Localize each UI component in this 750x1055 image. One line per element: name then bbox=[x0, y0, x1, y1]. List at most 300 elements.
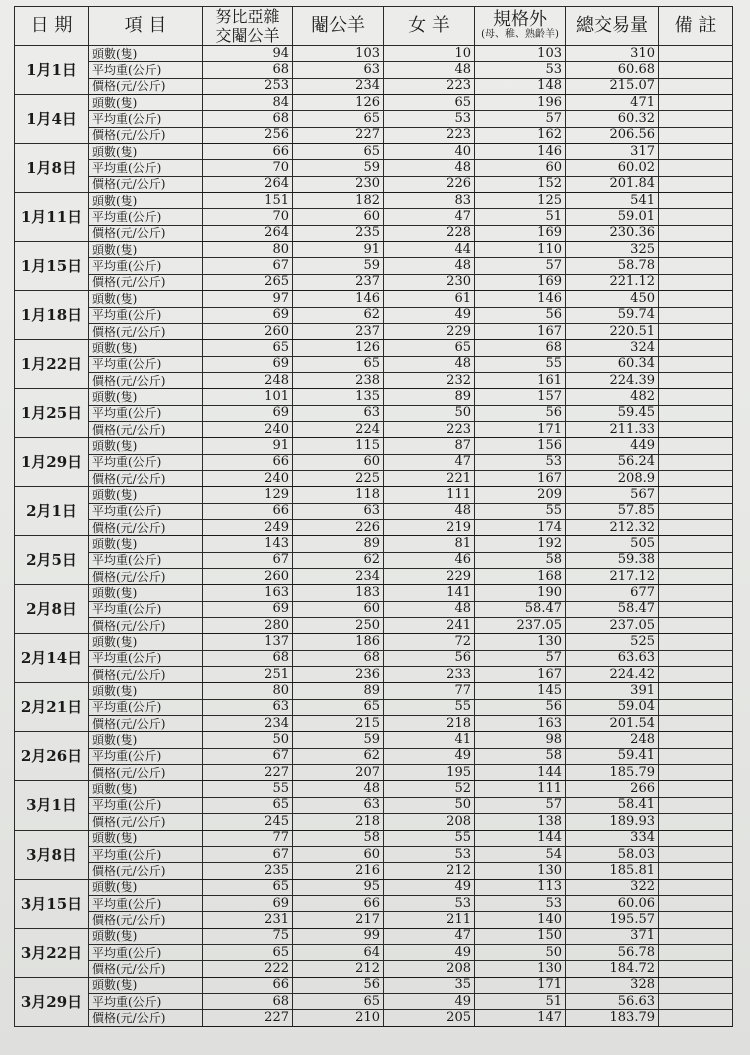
value-cell: 50 bbox=[384, 405, 475, 421]
value-cell: 148 bbox=[475, 78, 566, 94]
value-cell: 130 bbox=[475, 961, 566, 977]
value-cell: 80 bbox=[203, 683, 293, 699]
value-cell: 146 bbox=[475, 144, 566, 160]
value-cell: 49 bbox=[384, 879, 475, 895]
value-cell: 205 bbox=[384, 1010, 475, 1026]
value-cell: 391 bbox=[566, 683, 659, 699]
value-cell: 65 bbox=[203, 797, 293, 813]
remarks-cell bbox=[659, 193, 733, 209]
value-cell: 53 bbox=[384, 895, 475, 911]
value-cell: 53 bbox=[475, 895, 566, 911]
remarks-cell bbox=[659, 650, 733, 666]
value-cell: 58 bbox=[293, 830, 384, 846]
value-cell: 171 bbox=[475, 421, 566, 437]
table-row bbox=[15, 765, 733, 781]
value-cell: 227 bbox=[203, 1010, 293, 1026]
value-cell: 169 bbox=[475, 225, 566, 241]
value-cell: 234 bbox=[293, 569, 384, 585]
value-cell: 222 bbox=[203, 961, 293, 977]
value-cell: 58.78 bbox=[566, 258, 659, 274]
value-cell: 61 bbox=[384, 291, 475, 307]
value-cell: 59 bbox=[293, 160, 384, 176]
value-cell: 50 bbox=[384, 797, 475, 813]
value-cell: 482 bbox=[566, 389, 659, 405]
value-cell: 68 bbox=[203, 111, 293, 127]
value-cell: 219 bbox=[384, 519, 475, 535]
date-cell: 3月1日 bbox=[15, 781, 89, 830]
value-cell: 227 bbox=[293, 127, 384, 143]
value-cell: 51 bbox=[475, 209, 566, 225]
value-cell: 167 bbox=[475, 667, 566, 683]
value-cell: 249 bbox=[203, 519, 293, 535]
remarks-cell bbox=[659, 732, 733, 748]
item-label: 價格(元/公斤) bbox=[89, 225, 203, 241]
value-cell: 10 bbox=[384, 46, 475, 62]
value-cell: 126 bbox=[293, 340, 384, 356]
remarks-cell bbox=[659, 46, 733, 62]
table-row bbox=[15, 307, 733, 323]
remarks-cell bbox=[659, 634, 733, 650]
value-cell: 48 bbox=[384, 503, 475, 519]
value-cell: 221.12 bbox=[566, 274, 659, 290]
value-cell: 58.41 bbox=[566, 797, 659, 813]
value-cell: 59 bbox=[293, 732, 384, 748]
value-cell: 67 bbox=[203, 552, 293, 568]
date-cell: 1月25日 bbox=[15, 389, 89, 438]
value-cell: 240 bbox=[203, 470, 293, 486]
item-label: 平均重(公斤) bbox=[89, 405, 203, 421]
item-label: 平均重(公斤) bbox=[89, 601, 203, 617]
item-label: 頭數(隻) bbox=[89, 438, 203, 454]
item-label: 平均重(公斤) bbox=[89, 454, 203, 470]
value-cell: 240 bbox=[203, 421, 293, 437]
value-cell: 63 bbox=[203, 699, 293, 715]
item-label: 頭數(隻) bbox=[89, 879, 203, 895]
col-header-castrated: 閹公羊 bbox=[293, 7, 384, 46]
value-cell: 95 bbox=[293, 879, 384, 895]
value-cell: 70 bbox=[203, 160, 293, 176]
value-cell: 52 bbox=[384, 781, 475, 797]
item-label: 頭數(隻) bbox=[89, 144, 203, 160]
value-cell: 241 bbox=[384, 618, 475, 634]
value-cell: 35 bbox=[384, 977, 475, 993]
value-cell: 144 bbox=[475, 765, 566, 781]
value-cell: 56.63 bbox=[566, 993, 659, 1009]
value-cell: 77 bbox=[384, 683, 475, 699]
value-cell: 111 bbox=[384, 487, 475, 503]
goat-trading-table bbox=[14, 6, 733, 1027]
value-cell: 53 bbox=[475, 454, 566, 470]
value-cell: 245 bbox=[203, 814, 293, 830]
item-label: 平均重(公斤) bbox=[89, 503, 203, 519]
table-row bbox=[15, 470, 733, 486]
item-label: 頭數(隻) bbox=[89, 781, 203, 797]
value-cell: 264 bbox=[203, 176, 293, 192]
value-cell: 221 bbox=[384, 470, 475, 486]
value-cell: 69 bbox=[203, 895, 293, 911]
value-cell: 186 bbox=[293, 634, 384, 650]
value-cell: 229 bbox=[384, 569, 475, 585]
remarks-cell bbox=[659, 519, 733, 535]
date-cell: 2月21日 bbox=[15, 683, 89, 732]
value-cell: 103 bbox=[475, 46, 566, 62]
value-cell: 174 bbox=[475, 519, 566, 535]
value-cell: 41 bbox=[384, 732, 475, 748]
value-cell: 234 bbox=[203, 716, 293, 732]
value-cell: 230 bbox=[293, 176, 384, 192]
value-cell: 163 bbox=[475, 716, 566, 732]
value-cell: 212.32 bbox=[566, 519, 659, 535]
remarks-cell bbox=[659, 699, 733, 715]
item-label: 頭數(隻) bbox=[89, 193, 203, 209]
table-row bbox=[15, 46, 733, 62]
value-cell: 217.12 bbox=[566, 569, 659, 585]
remarks-cell bbox=[659, 928, 733, 944]
value-cell: 60 bbox=[293, 846, 384, 862]
item-label: 平均重(公斤) bbox=[89, 209, 203, 225]
value-cell: 215 bbox=[293, 716, 384, 732]
value-cell: 62 bbox=[293, 748, 384, 764]
item-label: 平均重(公斤) bbox=[89, 111, 203, 127]
value-cell: 44 bbox=[384, 242, 475, 258]
item-label: 平均重(公斤) bbox=[89, 846, 203, 862]
date-cell: 3月22日 bbox=[15, 928, 89, 977]
value-cell: 47 bbox=[384, 928, 475, 944]
table-row bbox=[15, 503, 733, 519]
value-cell: 150 bbox=[475, 928, 566, 944]
item-label: 頭數(隻) bbox=[89, 634, 203, 650]
value-cell: 208 bbox=[384, 961, 475, 977]
table-row bbox=[15, 895, 733, 911]
value-cell: 229 bbox=[384, 323, 475, 339]
remarks-cell bbox=[659, 683, 733, 699]
table-row bbox=[15, 716, 733, 732]
value-cell: 677 bbox=[566, 585, 659, 601]
value-cell: 224.39 bbox=[566, 372, 659, 388]
value-cell: 68 bbox=[293, 650, 384, 666]
item-label: 價格(元/公斤) bbox=[89, 176, 203, 192]
value-cell: 211 bbox=[384, 912, 475, 928]
value-cell: 65 bbox=[203, 340, 293, 356]
remarks-cell bbox=[659, 111, 733, 127]
value-cell: 69 bbox=[203, 601, 293, 617]
remarks-cell bbox=[659, 830, 733, 846]
table-row bbox=[15, 225, 733, 241]
value-cell: 65 bbox=[293, 111, 384, 127]
item-label: 平均重(公斤) bbox=[89, 748, 203, 764]
value-cell: 62 bbox=[293, 552, 384, 568]
remarks-cell bbox=[659, 160, 733, 176]
value-cell: 256 bbox=[203, 127, 293, 143]
table-row bbox=[15, 667, 733, 683]
col-header-item: 項 目 bbox=[89, 7, 203, 46]
value-cell: 280 bbox=[203, 618, 293, 634]
table-row bbox=[15, 176, 733, 192]
value-cell: 47 bbox=[384, 209, 475, 225]
value-cell: 211.33 bbox=[566, 421, 659, 437]
value-cell: 228 bbox=[384, 225, 475, 241]
value-cell: 449 bbox=[566, 438, 659, 454]
value-cell: 63 bbox=[293, 405, 384, 421]
table-row bbox=[15, 944, 733, 960]
remarks-cell bbox=[659, 993, 733, 1009]
remarks-cell bbox=[659, 274, 733, 290]
value-cell: 130 bbox=[475, 863, 566, 879]
remarks-cell bbox=[659, 323, 733, 339]
value-cell: 49 bbox=[384, 748, 475, 764]
value-cell: 69 bbox=[203, 307, 293, 323]
table-row bbox=[15, 1010, 733, 1026]
table-row bbox=[15, 258, 733, 274]
value-cell: 195 bbox=[384, 765, 475, 781]
nubian-line1: 努比亞雜 bbox=[215, 7, 280, 26]
value-cell: 310 bbox=[566, 46, 659, 62]
value-cell: 57.85 bbox=[566, 503, 659, 519]
date-cell: 2月26日 bbox=[15, 732, 89, 781]
table-row bbox=[15, 95, 733, 111]
remarks-cell bbox=[659, 977, 733, 993]
item-label: 平均重(公斤) bbox=[89, 62, 203, 78]
value-cell: 260 bbox=[203, 569, 293, 585]
table-row bbox=[15, 372, 733, 388]
value-cell: 152 bbox=[475, 176, 566, 192]
item-label: 平均重(公斤) bbox=[89, 797, 203, 813]
value-cell: 60 bbox=[293, 601, 384, 617]
value-cell: 157 bbox=[475, 389, 566, 405]
value-cell: 69 bbox=[203, 356, 293, 372]
value-cell: 68 bbox=[475, 340, 566, 356]
item-label: 平均重(公斤) bbox=[89, 160, 203, 176]
value-cell: 56.78 bbox=[566, 944, 659, 960]
remarks-cell bbox=[659, 552, 733, 568]
value-cell: 251 bbox=[203, 667, 293, 683]
value-cell: 58.03 bbox=[566, 846, 659, 862]
remarks-cell bbox=[659, 503, 733, 519]
table-row bbox=[15, 585, 733, 601]
remarks-cell bbox=[659, 356, 733, 372]
item-label: 價格(元/公斤) bbox=[89, 912, 203, 928]
value-cell: 54 bbox=[475, 846, 566, 862]
value-cell: 226 bbox=[384, 176, 475, 192]
value-cell: 59.04 bbox=[566, 699, 659, 715]
value-cell: 47 bbox=[384, 454, 475, 470]
table-row bbox=[15, 569, 733, 585]
table-row bbox=[15, 634, 733, 650]
value-cell: 56.24 bbox=[566, 454, 659, 470]
value-cell: 46 bbox=[384, 552, 475, 568]
col-header-remarks: 備 註 bbox=[659, 7, 733, 46]
value-cell: 56 bbox=[293, 977, 384, 993]
table-row bbox=[15, 814, 733, 830]
remarks-cell bbox=[659, 569, 733, 585]
remarks-cell bbox=[659, 846, 733, 862]
value-cell: 185.81 bbox=[566, 863, 659, 879]
remarks-cell bbox=[659, 225, 733, 241]
offgrade-title: 規格外 bbox=[493, 9, 547, 30]
value-cell: 334 bbox=[566, 830, 659, 846]
header-row bbox=[15, 7, 733, 46]
date-cell: 2月5日 bbox=[15, 536, 89, 585]
value-cell: 220.51 bbox=[566, 323, 659, 339]
value-cell: 235 bbox=[203, 863, 293, 879]
offgrade-note: (母、稚、熟齡羊) bbox=[481, 29, 559, 40]
item-label: 頭數(隻) bbox=[89, 291, 203, 307]
item-label: 平均重(公斤) bbox=[89, 944, 203, 960]
value-cell: 60.06 bbox=[566, 895, 659, 911]
value-cell: 115 bbox=[293, 438, 384, 454]
table-row bbox=[15, 928, 733, 944]
table-row bbox=[15, 748, 733, 764]
value-cell: 56 bbox=[475, 405, 566, 421]
col-header-offgrade bbox=[475, 7, 566, 46]
value-cell: 201.84 bbox=[566, 176, 659, 192]
value-cell: 66 bbox=[203, 454, 293, 470]
value-cell: 163 bbox=[203, 585, 293, 601]
value-cell: 59.45 bbox=[566, 405, 659, 421]
value-cell: 248 bbox=[203, 372, 293, 388]
remarks-cell bbox=[659, 912, 733, 928]
value-cell: 65 bbox=[384, 340, 475, 356]
value-cell: 215.07 bbox=[566, 78, 659, 94]
table-row bbox=[15, 601, 733, 617]
item-label: 頭數(隻) bbox=[89, 683, 203, 699]
remarks-cell bbox=[659, 1010, 733, 1026]
table-row bbox=[15, 323, 733, 339]
item-label: 價格(元/公斤) bbox=[89, 716, 203, 732]
item-label: 頭數(隻) bbox=[89, 340, 203, 356]
value-cell: 231 bbox=[203, 912, 293, 928]
value-cell: 89 bbox=[384, 389, 475, 405]
value-cell: 218 bbox=[293, 814, 384, 830]
value-cell: 67 bbox=[203, 748, 293, 764]
date-cell: 1月29日 bbox=[15, 438, 89, 487]
value-cell: 69 bbox=[203, 405, 293, 421]
table-row bbox=[15, 111, 733, 127]
item-label: 價格(元/公斤) bbox=[89, 814, 203, 830]
value-cell: 208.9 bbox=[566, 470, 659, 486]
item-label: 頭數(隻) bbox=[89, 977, 203, 993]
value-cell: 196 bbox=[475, 95, 566, 111]
value-cell: 195.57 bbox=[566, 912, 659, 928]
value-cell: 223 bbox=[384, 421, 475, 437]
remarks-cell bbox=[659, 765, 733, 781]
value-cell: 91 bbox=[203, 438, 293, 454]
value-cell: 89 bbox=[293, 536, 384, 552]
value-cell: 68 bbox=[203, 650, 293, 666]
item-label: 平均重(公斤) bbox=[89, 993, 203, 1009]
value-cell: 147 bbox=[475, 1010, 566, 1026]
value-cell: 58 bbox=[475, 748, 566, 764]
value-cell: 59.01 bbox=[566, 209, 659, 225]
value-cell: 75 bbox=[203, 928, 293, 944]
item-label: 價格(元/公斤) bbox=[89, 519, 203, 535]
value-cell: 237.05 bbox=[475, 618, 566, 634]
item-label: 頭數(隻) bbox=[89, 389, 203, 405]
item-label: 平均重(公斤) bbox=[89, 699, 203, 715]
item-label: 價格(元/公斤) bbox=[89, 78, 203, 94]
value-cell: 250 bbox=[293, 618, 384, 634]
value-cell: 145 bbox=[475, 683, 566, 699]
table-row bbox=[15, 62, 733, 78]
value-cell: 55 bbox=[475, 503, 566, 519]
table-row bbox=[15, 144, 733, 160]
value-cell: 233 bbox=[384, 667, 475, 683]
item-label: 價格(元/公斤) bbox=[89, 372, 203, 388]
table-row bbox=[15, 961, 733, 977]
table-row bbox=[15, 193, 733, 209]
value-cell: 65 bbox=[293, 144, 384, 160]
value-cell: 80 bbox=[203, 242, 293, 258]
value-cell: 63 bbox=[293, 503, 384, 519]
item-label: 頭數(隻) bbox=[89, 830, 203, 846]
value-cell: 169 bbox=[475, 274, 566, 290]
value-cell: 53 bbox=[475, 62, 566, 78]
value-cell: 111 bbox=[475, 781, 566, 797]
value-cell: 322 bbox=[566, 879, 659, 895]
table-row bbox=[15, 830, 733, 846]
value-cell: 65 bbox=[203, 944, 293, 960]
item-label: 頭數(隻) bbox=[89, 46, 203, 62]
value-cell: 167 bbox=[475, 470, 566, 486]
table-row bbox=[15, 993, 733, 1009]
value-cell: 471 bbox=[566, 95, 659, 111]
date-cell: 3月8日 bbox=[15, 830, 89, 879]
item-label: 價格(元/公斤) bbox=[89, 618, 203, 634]
value-cell: 138 bbox=[475, 814, 566, 830]
value-cell: 60.02 bbox=[566, 160, 659, 176]
table-row bbox=[15, 209, 733, 225]
value-cell: 328 bbox=[566, 977, 659, 993]
remarks-cell bbox=[659, 863, 733, 879]
value-cell: 144 bbox=[475, 830, 566, 846]
value-cell: 162 bbox=[475, 127, 566, 143]
value-cell: 48 bbox=[384, 258, 475, 274]
table-row bbox=[15, 797, 733, 813]
table-row bbox=[15, 699, 733, 715]
value-cell: 66 bbox=[203, 503, 293, 519]
value-cell: 60 bbox=[475, 160, 566, 176]
col-header-female: 女 羊 bbox=[384, 7, 475, 46]
value-cell: 103 bbox=[293, 46, 384, 62]
item-label: 價格(元/公斤) bbox=[89, 323, 203, 339]
value-cell: 151 bbox=[203, 193, 293, 209]
value-cell: 60.68 bbox=[566, 62, 659, 78]
value-cell: 143 bbox=[203, 536, 293, 552]
value-cell: 58 bbox=[475, 552, 566, 568]
value-cell: 190 bbox=[475, 585, 566, 601]
remarks-cell bbox=[659, 209, 733, 225]
item-label: 頭數(隻) bbox=[89, 95, 203, 111]
value-cell: 60.34 bbox=[566, 356, 659, 372]
value-cell: 60 bbox=[293, 454, 384, 470]
value-cell: 146 bbox=[475, 291, 566, 307]
value-cell: 216 bbox=[293, 863, 384, 879]
value-cell: 51 bbox=[475, 993, 566, 1009]
table-row bbox=[15, 536, 733, 552]
table-row bbox=[15, 405, 733, 421]
value-cell: 68 bbox=[203, 62, 293, 78]
value-cell: 56 bbox=[384, 650, 475, 666]
table-row bbox=[15, 912, 733, 928]
date-cell: 2月8日 bbox=[15, 585, 89, 634]
value-cell: 237.05 bbox=[566, 618, 659, 634]
value-cell: 65 bbox=[293, 699, 384, 715]
col-header-date: 日 期 bbox=[15, 7, 89, 46]
value-cell: 184.72 bbox=[566, 961, 659, 977]
value-cell: 66 bbox=[203, 144, 293, 160]
remarks-cell bbox=[659, 242, 733, 258]
value-cell: 224.42 bbox=[566, 667, 659, 683]
